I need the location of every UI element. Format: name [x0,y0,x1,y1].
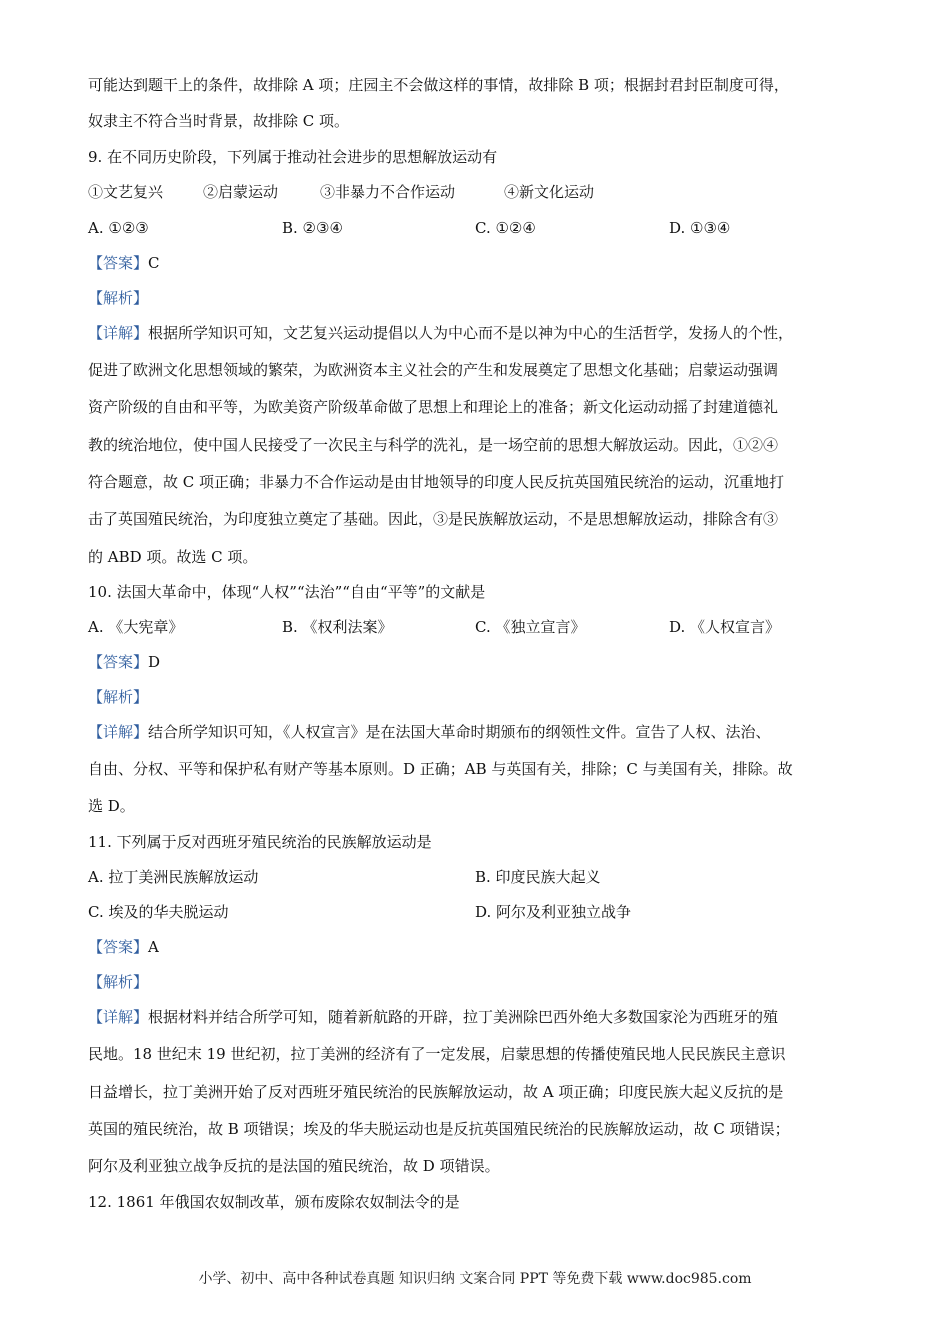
intro-line-2: 奴隶主不符合当时背景，故排除 C 项。 [88,112,350,130]
q11-option-c: C. 埃及的华夫脱运动 [88,903,229,921]
q9-item-3: ③非暴力不合作运动 [320,183,456,201]
q12-stem: 12. 1861 年俄国农奴制改革，颁布废除农奴制法令的是 [88,1193,460,1211]
q10-detail-line-3: 选 D。 [88,797,135,815]
page-footer: 小学、初中、高中各种试卷真题 知识归纳 文案合同 PPT 等免费下载 www.doc985.com [198,1271,752,1287]
q11-stem: 11. 下列属于反对西班牙殖民统治的民族解放运动是 [88,833,432,851]
q9-item-2: ②启蒙运动 [203,183,279,201]
q9-option-d: D. ①③④ [669,219,731,237]
q10-answer-label: 【答案】 [88,653,149,671]
q10-detail-label: 【详解】 [88,723,149,741]
q9-answer [88,252,160,274]
q11-detail-line-1 [88,1006,778,1028]
q11-option-d: D. 阿尔及利亚独立战争 [475,903,632,921]
q9-detail-text-1: 根据所学知识可知，文艺复兴运动提倡以人为中心而不是以神为中心的生活哲学，发扬人的个性， [148,324,794,342]
q11-answer-value: A [148,938,159,956]
q9-option-c: C. ①②④ [475,219,536,237]
q11-detail-line-2: 民地。18 世纪末 19 世纪初，拉丁美洲的经济有了一定发展，启蒙思想的传播使殖民地人民民族民主意识 [88,1045,786,1063]
q9-option-b: B. ②③④ [282,219,343,237]
q9-analysis-label: 【解析】 [88,289,149,307]
q10-option-a: A. 《大宪章》 [88,618,184,636]
q11-detail-line-3: 日益增长，拉丁美洲开始了反对西班牙殖民统治的民族解放运动，故 A 项正确；印度民族大起义反抗的是 [88,1083,784,1101]
q11-detail-text-1: 根据材料并结合所学可知，随着新航路的开辟，拉丁美洲除巴西外绝大多数国家沦为西班牙的殖 [148,1008,779,1026]
q11-analysis-label: 【解析】 [88,973,149,991]
q9-stem: 9. 在不同历史阶段，下列属于推动社会进步的思想解放运动有 [88,148,498,166]
q9-detail-label: 【详解】 [88,324,149,342]
q9-detail-line-4: 教的统治地位，使中国人民接受了一次民主与科学的洗礼，是一场空前的思想大解放运动。因此，①②④ [88,436,779,454]
q9-detail-line-6: 击了英国殖民统治，为印度独立奠定了基础。因此，③是民族解放运动，不是思想解放运动，排除含有③ [88,510,779,528]
q10-answer-value: D [148,653,161,671]
q10-analysis-label: 【解析】 [88,688,149,706]
q9-option-a: A. ①②③ [88,219,149,237]
q10-detail-line-2: 自由、分权、平等和保护私有财产等基本原则。D 正确；AB 与英国有关，排除；C 与美国有关，排除。故 [88,760,793,778]
q10-option-c: C. 《独立宣言》 [475,618,586,636]
q11-option-b: B. 印度民族大起义 [475,868,601,886]
q9-detail-line-7: 的 ABD 项。故选 C 项。 [88,548,258,566]
q11-answer [88,936,159,958]
q11-detail-line-4: 英国的殖民统治，故 B 项错误；埃及的华夫脱运动也是反抗英国殖民统治的民族解放运动，故 C 项错误； [88,1120,790,1138]
q10-detail-text-1: 结合所学知识可知，《人权宣言》是在法国大革命时期颁布的纲领性文件。宣告了人权、法治、 [148,723,771,741]
q11-answer-label: 【答案】 [88,938,149,956]
q9-detail-line-2: 促进了欧洲文化思想领域的繁荣，为欧洲资本主义社会的产生和发展奠定了思想文化基础；启蒙运动强调 [88,361,779,379]
q9-item-4: ④新文化运动 [504,183,595,201]
q10-option-d: D. 《人权宣言》 [669,618,781,636]
q9-answer-value: C [148,254,160,272]
q9-answer-label: 【答案】 [88,254,149,272]
q10-option-b: B. 《权利法案》 [282,618,393,636]
q9-detail-line-5: 符合题意，故 C 项正确；非暴力不合作运动是由甘地领导的印度人民反抗英国殖民统治的运动，沉重地打 [88,473,785,491]
q10-detail-line-1 [88,721,771,743]
q11-option-a: A. 拉丁美洲民族解放运动 [88,868,259,886]
q9-detail-line-3: 资产阶级的自由和平等，为欧美资产阶级革命做了思想上和理论上的准备；新文化运动动摇了封建道德礼 [88,398,779,416]
intro-line-1: 可能达到题干上的条件，故排除 A 项；庄园主不会做这样的事情，故排除 B 项；根据封君封臣制度可得， [88,76,789,94]
q10-stem: 10. 法国大革命中，体现“人权”“法治”“自由“平等”的文献是 [88,583,486,601]
q10-answer [88,651,160,673]
q11-detail-line-5: 阿尔及利亚独立战争反抗的是法国的殖民统治，故 D 项错误。 [88,1157,500,1175]
q9-item-1: ①文艺复兴 [88,183,164,201]
q9-detail-line-1 [88,322,793,344]
q11-detail-label: 【详解】 [88,1008,149,1026]
